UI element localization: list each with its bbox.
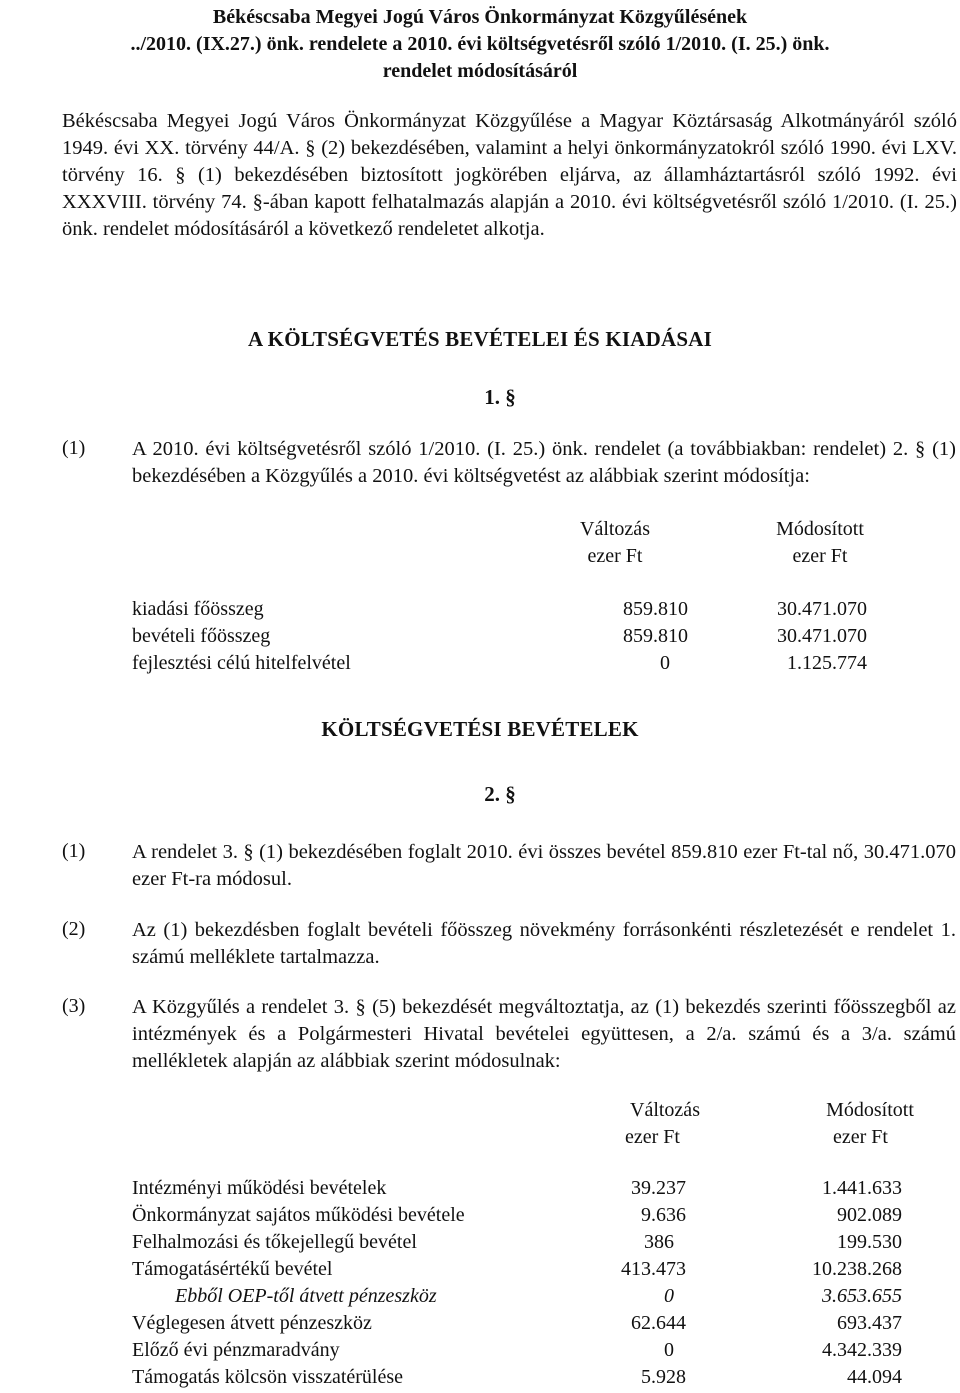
table-2-row-label: Támogatásértékű bevétel: [132, 1258, 333, 1280]
table-1-row-change: 859.810: [623, 625, 688, 647]
table-2-row-modified: 44.094: [847, 1366, 902, 1388]
section-2-col-change-unit: ezer Ft: [625, 1126, 680, 1148]
section-2-para-1-number: (1): [62, 840, 86, 862]
section-1-number: 1. §: [484, 385, 516, 409]
table-2-row-modified: 1.441.633: [822, 1177, 902, 1199]
section-1-col-change-header: Változás: [580, 518, 650, 540]
table-1-row-label: kiadási főösszeg: [132, 598, 264, 620]
table-1-row-modified: 1.125.774: [787, 652, 867, 674]
section-1-para-1-text: A 2010. évi költségvetésről szóló 1/2010. (I. 25.) önk. rendelet (a továbbiakban: rendelet) 2. § (1) bekezdésében a Közgyűlés a 2010. évi költségvetést az alábbiak szerint módosítja:: [132, 438, 956, 487]
section-2-col-change-header: Változás: [630, 1099, 700, 1121]
table-1-row-change: 859.810: [623, 598, 688, 620]
table-2-row-label: Támogatás kölcsön visszatérülése: [132, 1366, 404, 1388]
table-2-row-modified: 3.653.655: [822, 1285, 902, 1307]
section-2-para-1-text: A rendelet 3. § (1) bekezdésében foglalt 2010. évi összes bevétel 859.810 ezer Ft-tal nő, 30.471.070 ezer Ft-ra módosul.: [132, 841, 956, 890]
table-2-row-label: Ebből OEP-től átvett pénzeszköz: [175, 1285, 437, 1307]
table-2-row-change: 39.237: [631, 1177, 686, 1199]
section-2-col-modified-header: Módosított: [826, 1099, 914, 1121]
table-1-row-change: 0: [660, 652, 670, 674]
table-1-row-modified: 30.471.070: [777, 598, 867, 620]
section-2-para-2-text: Az (1) bekezdésben foglalt bevételi főösszeg növekmény forrásonkénti részletezését e rendelet 1. számú melléklete tartalmazza.: [132, 919, 956, 968]
table-2-row-label: Intézményi működési bevételek: [132, 1177, 387, 1199]
section-1-col-modified-unit: ezer Ft: [792, 545, 848, 567]
table-2-row-modified: 10.238.268: [812, 1258, 902, 1280]
section-2-para-2-number: (2): [62, 918, 86, 940]
table-2-row-label: Önkormányzat sajátos működési bevétele: [132, 1204, 465, 1226]
section-2-number: 2. §: [484, 782, 516, 806]
table-1-row-label: bevételi főösszeg: [132, 625, 271, 647]
section-2-para-3-text: A Közgyűlés a rendelet 3. § (5) bekezdését megváltoztatja, az (1) bekezdés szerinti főösszegből az intézmények és a Polgármesteri Hivatal bevételei együttesen, a 2/a. számú és a 3/a. számú mellékletek alapján az alábbiak szerint módosulnak:: [132, 996, 956, 1072]
table-2-row-change: 0: [664, 1285, 674, 1307]
section-1-para-1-number: (1): [62, 437, 86, 459]
section-2-col-modified-unit: ezer Ft: [833, 1126, 888, 1148]
section-2-para-3-number: (3): [62, 995, 86, 1017]
document-title-line-3: rendelet módosításáról: [382, 60, 578, 82]
section-2-heading: KÖLTSÉGVETÉSI BEVÉTELEK: [321, 717, 639, 741]
table-2-row-change: 5.928: [641, 1366, 686, 1388]
table-2-row-modified: 693.437: [837, 1312, 902, 1334]
document-title-line-1: Békéscsaba Megyei Jogú Város Önkormányzat Közgyűlésének: [212, 6, 748, 28]
table-1-row-label: fejlesztési célú hitelfelvétel: [132, 652, 351, 674]
table-2-row-label: Véglegesen átvett pénzeszköz: [132, 1312, 372, 1334]
document-title-line-2: ../2010. (IX.27.) önk. rendelete a 2010. évi költségvetésről szóló 1/2010. (I. 25.) önk.: [130, 33, 830, 55]
table-2-row-change: 413.473: [621, 1258, 686, 1280]
section-1-col-change-unit: ezer Ft: [587, 545, 643, 567]
section-1-heading: A KÖLTSÉGVETÉS BEVÉTELEI ÉS KIADÁSAI: [248, 327, 712, 351]
table-2-row-modified: 199.530: [837, 1231, 902, 1253]
table-2-row-modified: 4.342.339: [822, 1339, 902, 1361]
table-2-row-change: 386: [644, 1231, 674, 1253]
table-2-row-change: 0: [664, 1339, 674, 1361]
table-1-row-modified: 30.471.070: [777, 625, 867, 647]
section-1-col-modified-header: Módosított: [776, 518, 864, 540]
table-2-row-label: Előző évi pénzmaradvány: [132, 1339, 340, 1361]
table-2-row-change: 62.644: [631, 1312, 686, 1334]
table-2-row-label: Felhalmozási és tőkejellegű bevétel: [132, 1231, 417, 1253]
preamble-paragraph: Békéscsaba Megyei Jogú Város Önkormányzat Közgyűlése a Magyar Köztársaság Alkotmányáról szóló 1949. évi XX. törvény 44/A. § (2) bekezdésében, valamint a helyi önkormányzatokról szóló 1990. évi LXV. törvény 16. § (1) bekezdésében biztosított jogkörében eljárva, az államháztartásról szóló 1992. évi XXXVIII. törvény 74. §-ában kapott felhatalmazás alapján a 2010. évi költségvetésről szóló 1/2010. (I. 25.) önk. rendelet módosításáról a következő rendeletet alkotja.: [62, 110, 957, 240]
table-2-row-change: 9.636: [641, 1204, 686, 1226]
table-2-row-modified: 902.089: [837, 1204, 902, 1226]
